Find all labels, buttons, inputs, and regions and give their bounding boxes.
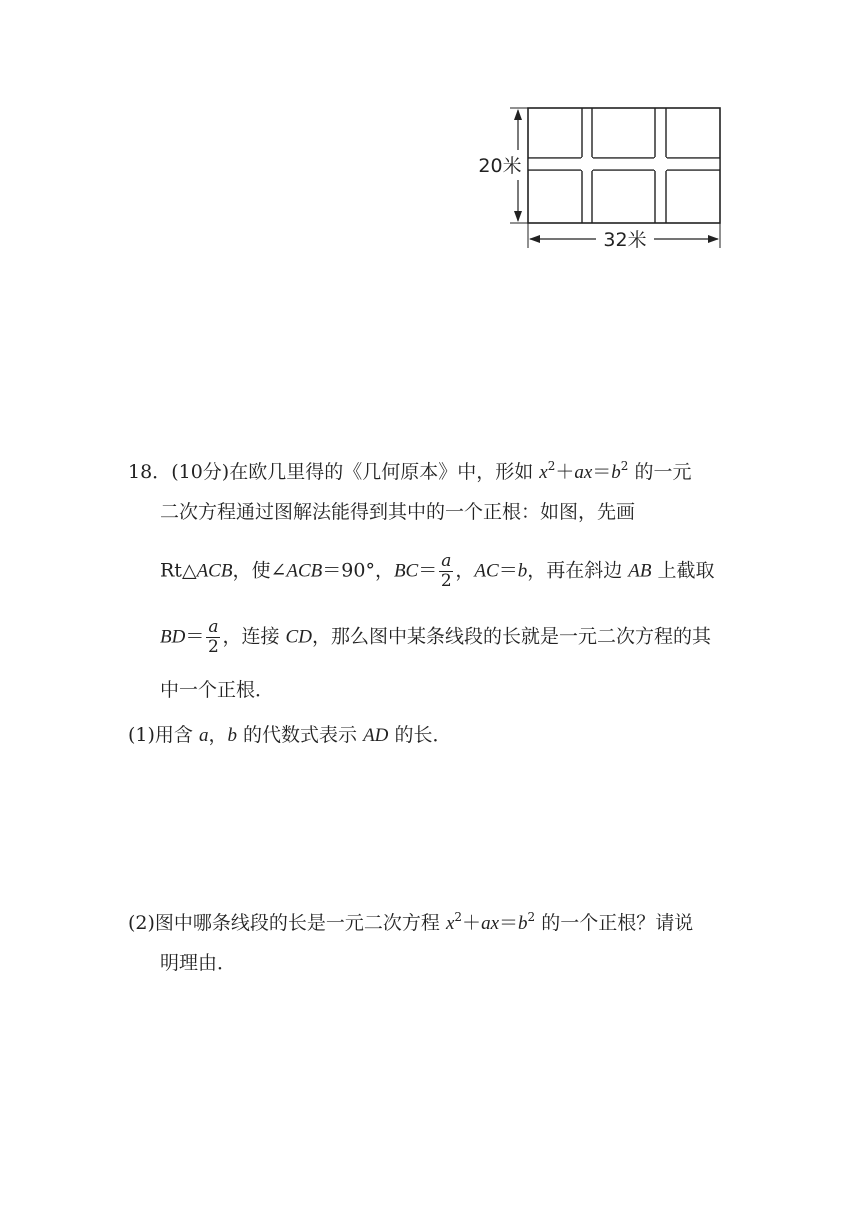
text: ，再在斜边 bbox=[527, 559, 629, 582]
question-2 bbox=[128, 902, 693, 939]
problem-number: 18． bbox=[128, 461, 172, 483]
width-arrowhead-right bbox=[708, 235, 719, 243]
problem-line-4 bbox=[160, 618, 711, 657]
text: 的代数式表示 bbox=[236, 724, 364, 746]
var: b bbox=[517, 560, 528, 582]
problem-line-5: 中一个正根． bbox=[160, 679, 275, 701]
var-ax: ax bbox=[574, 462, 593, 483]
text: (2)图中哪条线段的长是一元二次方程 bbox=[128, 912, 446, 934]
var-x: x bbox=[445, 913, 455, 934]
question-1 bbox=[128, 720, 451, 751]
op: ＝ bbox=[498, 559, 518, 582]
garden-diagram bbox=[470, 100, 730, 260]
exp: 2 bbox=[620, 459, 629, 473]
text: ，连接 bbox=[222, 625, 286, 648]
text: Rt△ bbox=[160, 559, 197, 582]
text: (1)用含 bbox=[128, 724, 199, 746]
var: CD bbox=[285, 626, 312, 648]
frac-den: 2 bbox=[208, 637, 219, 657]
text: ， bbox=[208, 724, 228, 746]
text: ＝90°， bbox=[322, 559, 394, 582]
question-2-line-2: 明理由． bbox=[160, 952, 237, 974]
var: AD bbox=[363, 725, 389, 746]
height-label: 20米 bbox=[478, 155, 522, 177]
var-b: b bbox=[518, 913, 528, 934]
problem-line-1 bbox=[128, 451, 691, 488]
problem-line-3 bbox=[160, 552, 715, 591]
op: ＋ bbox=[555, 461, 575, 483]
frac-num: a bbox=[441, 551, 452, 571]
var-b: b bbox=[611, 462, 621, 483]
var: AB bbox=[628, 560, 652, 582]
problem-score: (10分) bbox=[171, 461, 230, 483]
text: ， bbox=[455, 559, 475, 582]
text: 的长． bbox=[388, 724, 452, 746]
problem-line-2: 二次方程通过图解法能得到其中的一个正根：如图，先画 bbox=[160, 501, 636, 523]
var: a bbox=[198, 725, 209, 746]
var: AC bbox=[474, 560, 499, 582]
op: ＋ bbox=[462, 912, 482, 934]
garden-figure bbox=[470, 100, 730, 260]
op: ＝ bbox=[499, 912, 519, 934]
text: 的一个正根？请说 bbox=[535, 912, 694, 934]
var: ACB bbox=[196, 560, 233, 582]
road-cut-2 bbox=[593, 159, 655, 170]
exp: 2 bbox=[527, 910, 536, 924]
width-arrowhead-left bbox=[529, 235, 540, 243]
height-arrowhead-top bbox=[514, 109, 522, 120]
var: BC bbox=[393, 560, 419, 582]
var: BD bbox=[160, 626, 186, 648]
text: 上截取 bbox=[651, 559, 715, 582]
text: ，那么图中某条线段的长就是一元二次方程的其 bbox=[311, 625, 711, 648]
text: ，使∠ bbox=[232, 559, 287, 582]
var: ACB bbox=[286, 560, 323, 582]
fraction-a-over-2 bbox=[206, 618, 220, 657]
op: ＝ bbox=[418, 559, 438, 582]
fraction-a-over-2 bbox=[439, 552, 453, 591]
var-ax: ax bbox=[481, 913, 499, 934]
frac-den: 2 bbox=[440, 571, 452, 591]
exp: 2 bbox=[454, 910, 463, 924]
op: ＝ bbox=[592, 461, 612, 483]
width-label: 32米 bbox=[603, 229, 647, 251]
frac-num: a bbox=[208, 617, 219, 637]
var: b bbox=[227, 725, 237, 746]
height-arrowhead-bottom bbox=[514, 211, 522, 222]
road-cut-3 bbox=[667, 159, 720, 170]
op: ＝ bbox=[185, 625, 205, 648]
text: 的一元 bbox=[628, 461, 692, 483]
var-x: x bbox=[539, 462, 548, 483]
road-cut-1 bbox=[529, 159, 582, 170]
exp: 2 bbox=[547, 459, 556, 473]
text: 在欧几里得的《几何原本》中，形如 bbox=[229, 461, 540, 483]
